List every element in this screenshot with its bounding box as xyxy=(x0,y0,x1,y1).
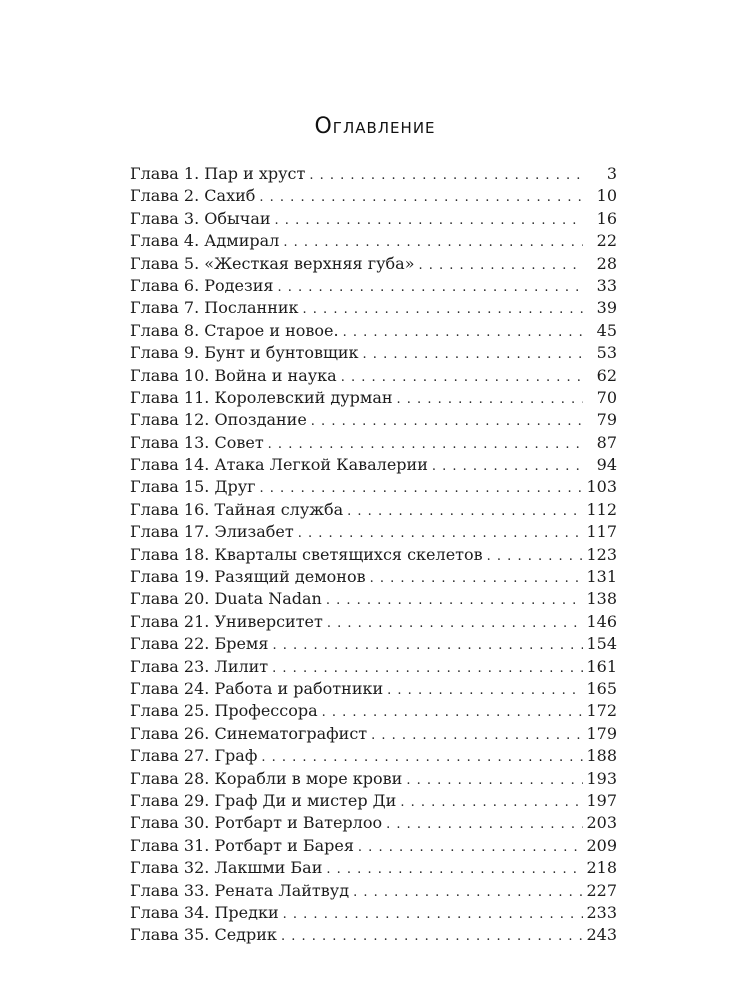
toc-entry-title: Глава 28. Корабли в море крови xyxy=(130,768,403,788)
dot-leader xyxy=(275,210,583,232)
toc-entry-page-number: 179 xyxy=(586,723,617,743)
toc-entry-page-number: 39 xyxy=(596,298,617,318)
dot-leader xyxy=(358,837,583,859)
toc-entry xyxy=(130,588,617,610)
toc-entry-page-number: 138 xyxy=(586,589,617,609)
toc-entry xyxy=(130,253,617,275)
dot-leader xyxy=(259,187,583,209)
dot-leader xyxy=(353,882,583,904)
toc-entry-page-number: 3 xyxy=(606,164,617,183)
toc-entry-title: Глава 25. Профессора xyxy=(130,701,318,721)
toc-entry-page-number: 45 xyxy=(596,320,617,340)
toc-entry-page-number: 161 xyxy=(586,656,617,676)
toc-entry-page-number: 123 xyxy=(586,544,617,564)
toc-entry-page-number: 154 xyxy=(586,634,617,654)
toc-entry-title: Глава 22. Бремя xyxy=(130,634,269,654)
dot-leader xyxy=(326,859,583,881)
toc-entry-title: Глава 15. Друг xyxy=(130,477,256,497)
toc-entry-page-number: 22 xyxy=(596,231,617,251)
dot-leader xyxy=(343,322,583,344)
dot-leader xyxy=(327,613,583,635)
toc-entry xyxy=(130,768,617,790)
toc-entry xyxy=(130,409,617,431)
toc-entry xyxy=(130,454,617,476)
dot-leader xyxy=(277,277,583,299)
toc-entry-page-number: 233 xyxy=(586,902,617,922)
dot-leader xyxy=(418,255,583,277)
dot-leader xyxy=(261,747,583,769)
toc-entry-page-number: 16 xyxy=(596,208,617,228)
toc-entry xyxy=(130,835,617,857)
toc-entry xyxy=(130,700,617,722)
toc-entry-page-number: 33 xyxy=(596,275,617,295)
dot-leader xyxy=(370,568,583,590)
toc-entry-title: Глава 9. Бунт и бунтовщик xyxy=(130,343,359,363)
toc-entry-title: Глава 30. Ротбарт и Ватерлоо xyxy=(130,813,383,833)
toc-entry xyxy=(130,745,617,767)
toc-entry-title: Глава 7. Посланник xyxy=(130,298,299,318)
toc-entry-page-number: 94 xyxy=(596,455,617,475)
toc-entry xyxy=(130,499,617,521)
toc-entry-title: Глава 33. Рената Лайтвуд xyxy=(130,880,350,900)
toc-entry-title: Глава 14. Атака Легкой Кавалерии xyxy=(130,455,428,475)
toc-entry-page-number: 87 xyxy=(596,432,617,452)
toc-entry xyxy=(130,611,617,633)
toc-entry-title: Глава 21. Университет xyxy=(130,611,323,631)
toc-entry-page-number: 131 xyxy=(586,567,617,587)
toc-entry-title: Глава 35. Седрик xyxy=(130,925,277,945)
dot-leader xyxy=(281,926,583,948)
toc-entry-title: Глава 13. Совет xyxy=(130,432,264,452)
toc-entry xyxy=(130,275,617,297)
dot-leader xyxy=(371,725,583,747)
toc-entry-page-number: 243 xyxy=(586,925,617,945)
toc-entry-title: Глава 20. Duata Nadan xyxy=(130,589,322,609)
dot-leader xyxy=(283,232,583,254)
toc-entry xyxy=(130,387,617,409)
dot-leader xyxy=(363,344,583,366)
toc-entry xyxy=(130,790,617,812)
dot-leader xyxy=(272,635,583,657)
toc-entry xyxy=(130,365,617,387)
toc-entry-title: Глава 23. Лилит xyxy=(130,656,269,676)
toc-entry-title: Глава 6. Родезия xyxy=(130,275,274,295)
toc-entry-page-number: 146 xyxy=(586,611,617,631)
toc-entry xyxy=(130,857,617,879)
toc-entry xyxy=(130,297,617,319)
toc-entry xyxy=(130,476,617,498)
dot-leader xyxy=(268,434,583,456)
toc-entry-title: Глава 31. Ротбарт и Барея xyxy=(130,835,354,855)
dot-leader xyxy=(322,702,583,724)
toc-entry xyxy=(130,521,617,543)
toc-entry xyxy=(130,678,617,700)
toc-entry-page-number: 62 xyxy=(596,365,617,385)
toc-entry-page-number: 117 xyxy=(586,522,617,542)
toc-entry-page-number: 28 xyxy=(596,253,617,273)
dot-leader xyxy=(386,814,583,836)
toc-entry xyxy=(130,432,617,454)
toc-entry-title: Глава 3. Обычаи xyxy=(130,208,271,228)
toc-entry xyxy=(130,320,617,342)
toc-entry-page-number: 165 xyxy=(586,678,617,698)
toc-entry xyxy=(130,566,617,588)
toc-entry xyxy=(130,185,617,207)
toc-entry-title: Глава 12. Опоздание xyxy=(130,410,307,430)
table-of-contents xyxy=(130,163,617,947)
toc-entry-title: Глава 32. Лакшми Баи xyxy=(130,858,323,878)
dot-leader xyxy=(347,501,583,523)
dot-leader xyxy=(387,680,583,702)
toc-entry-title: Глава 24. Работа и работники xyxy=(130,678,384,698)
toc-entry-title: Глава 16. Тайная служба xyxy=(130,499,344,519)
dot-leader xyxy=(400,792,583,814)
toc-entry xyxy=(130,342,617,364)
toc-entry-title: Глава 19. Разящий демонов xyxy=(130,567,366,587)
toc-entry-title: Глава 11. Королевский дурман xyxy=(130,387,393,407)
dot-leader xyxy=(432,456,583,478)
dot-leader xyxy=(326,590,583,612)
dot-leader xyxy=(309,165,583,187)
toc-entry xyxy=(130,902,617,924)
dot-leader xyxy=(311,411,583,433)
toc-entry xyxy=(130,924,617,946)
dot-leader xyxy=(283,904,583,926)
dot-leader xyxy=(341,367,583,389)
toc-entry xyxy=(130,230,617,252)
toc-entry-page-number: 53 xyxy=(596,343,617,363)
toc-entry-page-number: 188 xyxy=(586,746,617,766)
dot-leader xyxy=(298,523,583,545)
toc-entry-title: Глава 8. Старое и новое. xyxy=(130,320,339,340)
toc-entry xyxy=(130,880,617,902)
page-title: Оглавление xyxy=(314,114,436,139)
dot-leader xyxy=(406,770,583,792)
dot-leader xyxy=(303,299,583,321)
toc-entry xyxy=(130,633,617,655)
toc-entry-title: Глава 34. Предки xyxy=(130,902,279,922)
toc-entry-page-number: 103 xyxy=(586,477,617,497)
toc-entry-title: Глава 1. Пар и хруст xyxy=(130,164,306,183)
toc-entry-title: Глава 2. Сахиб xyxy=(130,186,256,206)
dot-leader xyxy=(487,546,583,568)
toc-entry xyxy=(130,656,617,678)
dot-leader xyxy=(397,389,583,411)
toc-entry xyxy=(130,544,617,566)
toc-entry-title: Глава 27. Граф xyxy=(130,746,258,766)
toc-entry-title: Глава 29. Граф Ди и мистер Ди xyxy=(130,790,397,810)
toc-entry-page-number: 227 xyxy=(586,880,617,900)
dot-leader xyxy=(260,478,583,500)
toc-entry-title: Глава 10. Война и наука xyxy=(130,365,337,385)
toc-entry-page-number: 197 xyxy=(586,790,617,810)
toc-entry-page-number: 79 xyxy=(596,410,617,430)
toc-entry-page-number: 203 xyxy=(586,813,617,833)
toc-entry xyxy=(130,723,617,745)
toc-entry-title: Глава 26. Синематографист xyxy=(130,723,368,743)
toc-entry-page-number: 172 xyxy=(586,701,617,721)
toc-entry-title: Глава 18. Кварталы светящихся скелетов xyxy=(130,544,483,564)
toc-entry-page-number: 209 xyxy=(586,835,617,855)
toc-entry-page-number: 70 xyxy=(596,387,617,407)
toc-entry-title: Глава 4. Адмирал xyxy=(130,231,280,251)
toc-entry xyxy=(130,812,617,834)
toc-entry-page-number: 112 xyxy=(586,499,617,519)
toc-entry-page-number: 193 xyxy=(586,768,617,788)
toc-entry-page-number: 10 xyxy=(596,186,617,206)
toc-entry xyxy=(130,208,617,230)
toc-entry xyxy=(130,163,617,185)
toc-entry-title: Глава 5. «Жесткая верхняя губа» xyxy=(130,253,415,273)
toc-entry-page-number: 218 xyxy=(586,858,617,878)
dot-leader xyxy=(272,658,583,680)
toc-entry-title: Глава 17. Элизабет xyxy=(130,522,294,542)
